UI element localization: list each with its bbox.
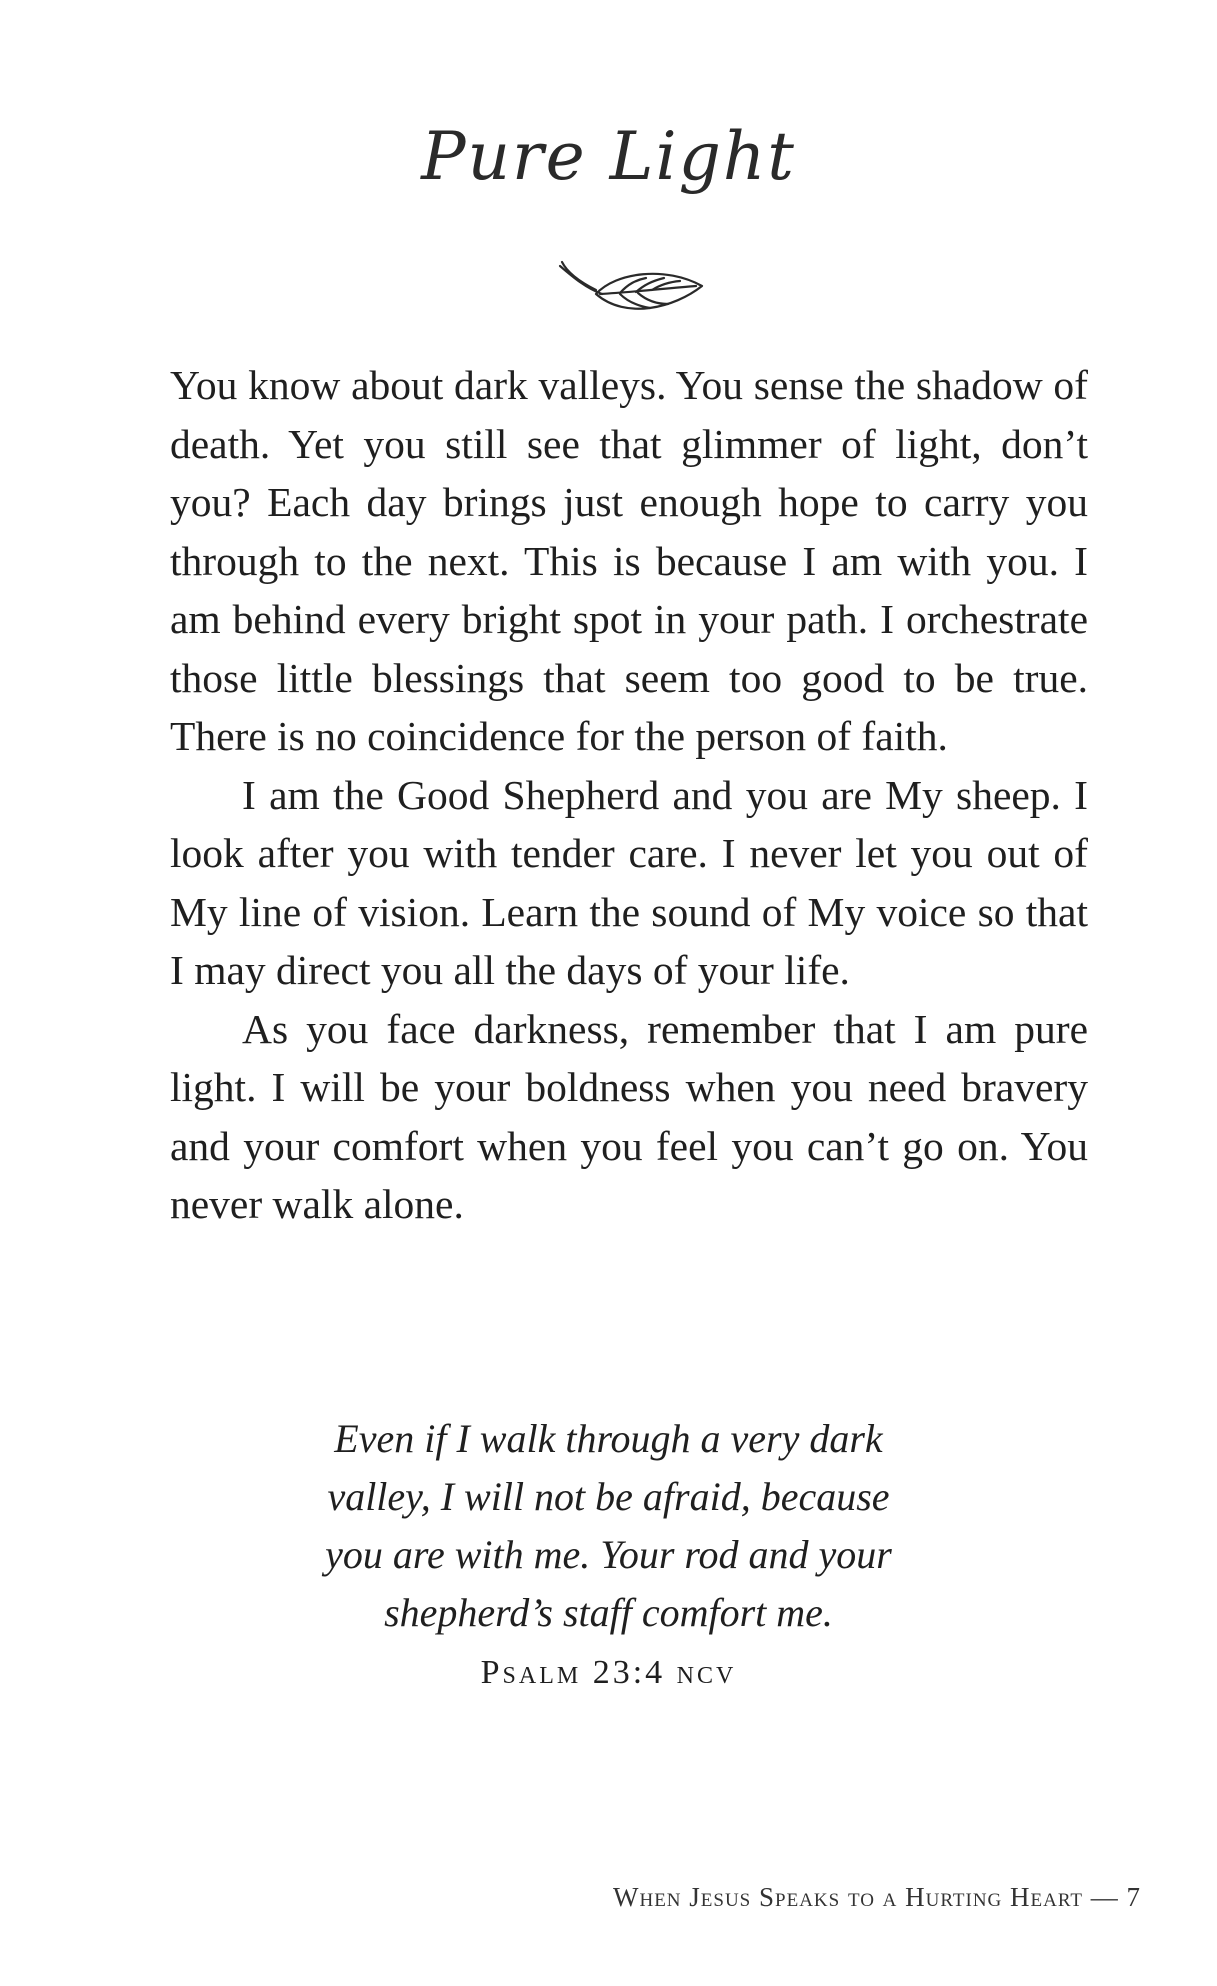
quote-line: valley, I will not be afraid, because xyxy=(327,1474,890,1519)
quote-line: Even if I walk through a very dark xyxy=(334,1416,883,1461)
leaf-icon xyxy=(556,258,706,328)
paragraph-1: You know about dark valleys. You sense the shadow of death. Yet you still see that glimmer of light, don’t you? Each day brings just enough hope to carry you through to the next. This is because I am with you. I am behind every bright spot in your path. I orchestrate those little blessings that seem too good to be true. There is no coincidence for the person of faith. xyxy=(170,362,1088,759)
page-title: Pure Light xyxy=(421,118,796,195)
paragraph-2: I am the Good Shepherd and you are My sheep. I look after you with tender care. I never let you out of My line of vision. Learn the sound of My voice so that I may direct you all the days of your life. xyxy=(170,771,1088,993)
running-footer xyxy=(613,1882,1141,1913)
page-number: 7 xyxy=(1126,1882,1141,1912)
body-text xyxy=(170,356,1088,1234)
quote-line: you are with me. Your rod and your xyxy=(325,1532,892,1577)
footer-book-title: When Jesus Speaks to a Hurting Heart xyxy=(613,1882,1083,1912)
paragraph-3: As you face darkness, remember that I am pure light. I will be your boldness when you need bravery and your comfort when you feel you can’t go on. You never walk alone. xyxy=(170,1005,1088,1227)
footer-separator: — xyxy=(1090,1882,1119,1912)
scripture-citation: Psalm 23:4 ncv xyxy=(480,1654,737,1691)
quote-line: shepherd’s staff comfort me. xyxy=(384,1590,833,1635)
scripture-quote xyxy=(260,1410,957,1642)
